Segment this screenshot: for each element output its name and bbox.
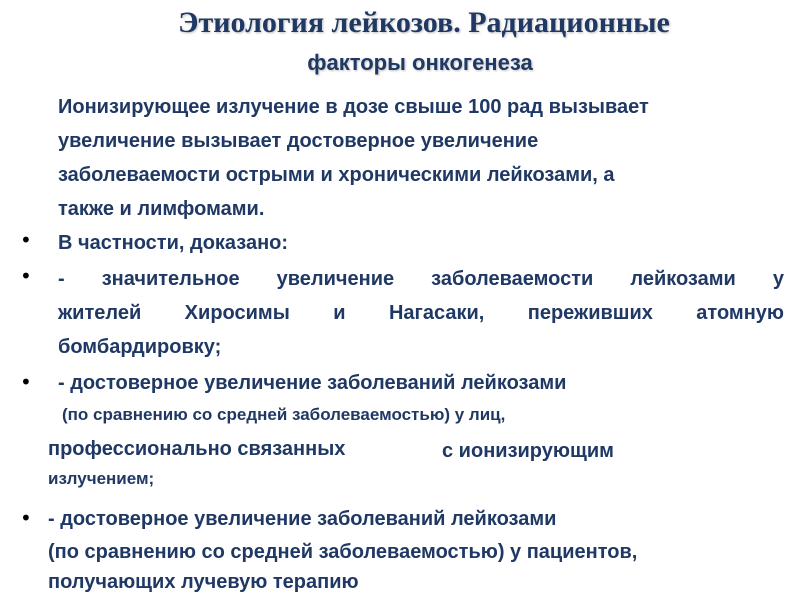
bullet-text: получающих лучевую терапию bbox=[48, 571, 359, 593]
intro-line: Ионизирующее излучение в дозе свыше 100 рад вызывает bbox=[58, 96, 649, 118]
bullet-marker: • bbox=[20, 370, 32, 394]
intro-line: увеличение вызывает достоверное увеличение bbox=[58, 130, 539, 152]
bullet-marker: • bbox=[20, 264, 32, 288]
bullet-marker: • bbox=[20, 228, 32, 252]
intro-paragraph bbox=[58, 90, 778, 226]
bullet-text: (по сравнению со средней заболеваемостью) у лиц, bbox=[62, 405, 506, 424]
intro-line: также и лимфомами. bbox=[58, 198, 265, 220]
bullet-text: излучением; bbox=[48, 469, 155, 488]
bullet-marker: • bbox=[20, 506, 32, 530]
bullet-line: бомбардировку; bbox=[58, 336, 222, 358]
bullet-paragraph bbox=[58, 262, 784, 364]
bullet-text: - достоверное увеличение заболеваний лейкозами bbox=[58, 372, 567, 394]
bullet-line: - значительное увеличение заболеваемости лейкозами у bbox=[58, 268, 784, 290]
slide-title: Этиология лейкозов. Радиационные bbox=[178, 6, 670, 39]
intro-line: заболеваемости острыми и хроническими лейкозами, а bbox=[58, 164, 615, 186]
bullet-text: профессионально связанных bbox=[48, 438, 346, 460]
bullet-text: с ионизирующим bbox=[442, 440, 614, 462]
bullet-text: В частности, доказано: bbox=[58, 232, 289, 254]
bullet-text: (по сравнению со средней заболеваемостью) у пациентов, bbox=[48, 541, 638, 563]
bullet-text: - достоверное увеличение заболеваний лейкозами bbox=[48, 508, 557, 530]
slide-subtitle: факторы онкогенеза bbox=[307, 50, 533, 75]
bullet-line: жителей Хиросимы и Нагасаки, переживших атомную bbox=[58, 302, 784, 324]
